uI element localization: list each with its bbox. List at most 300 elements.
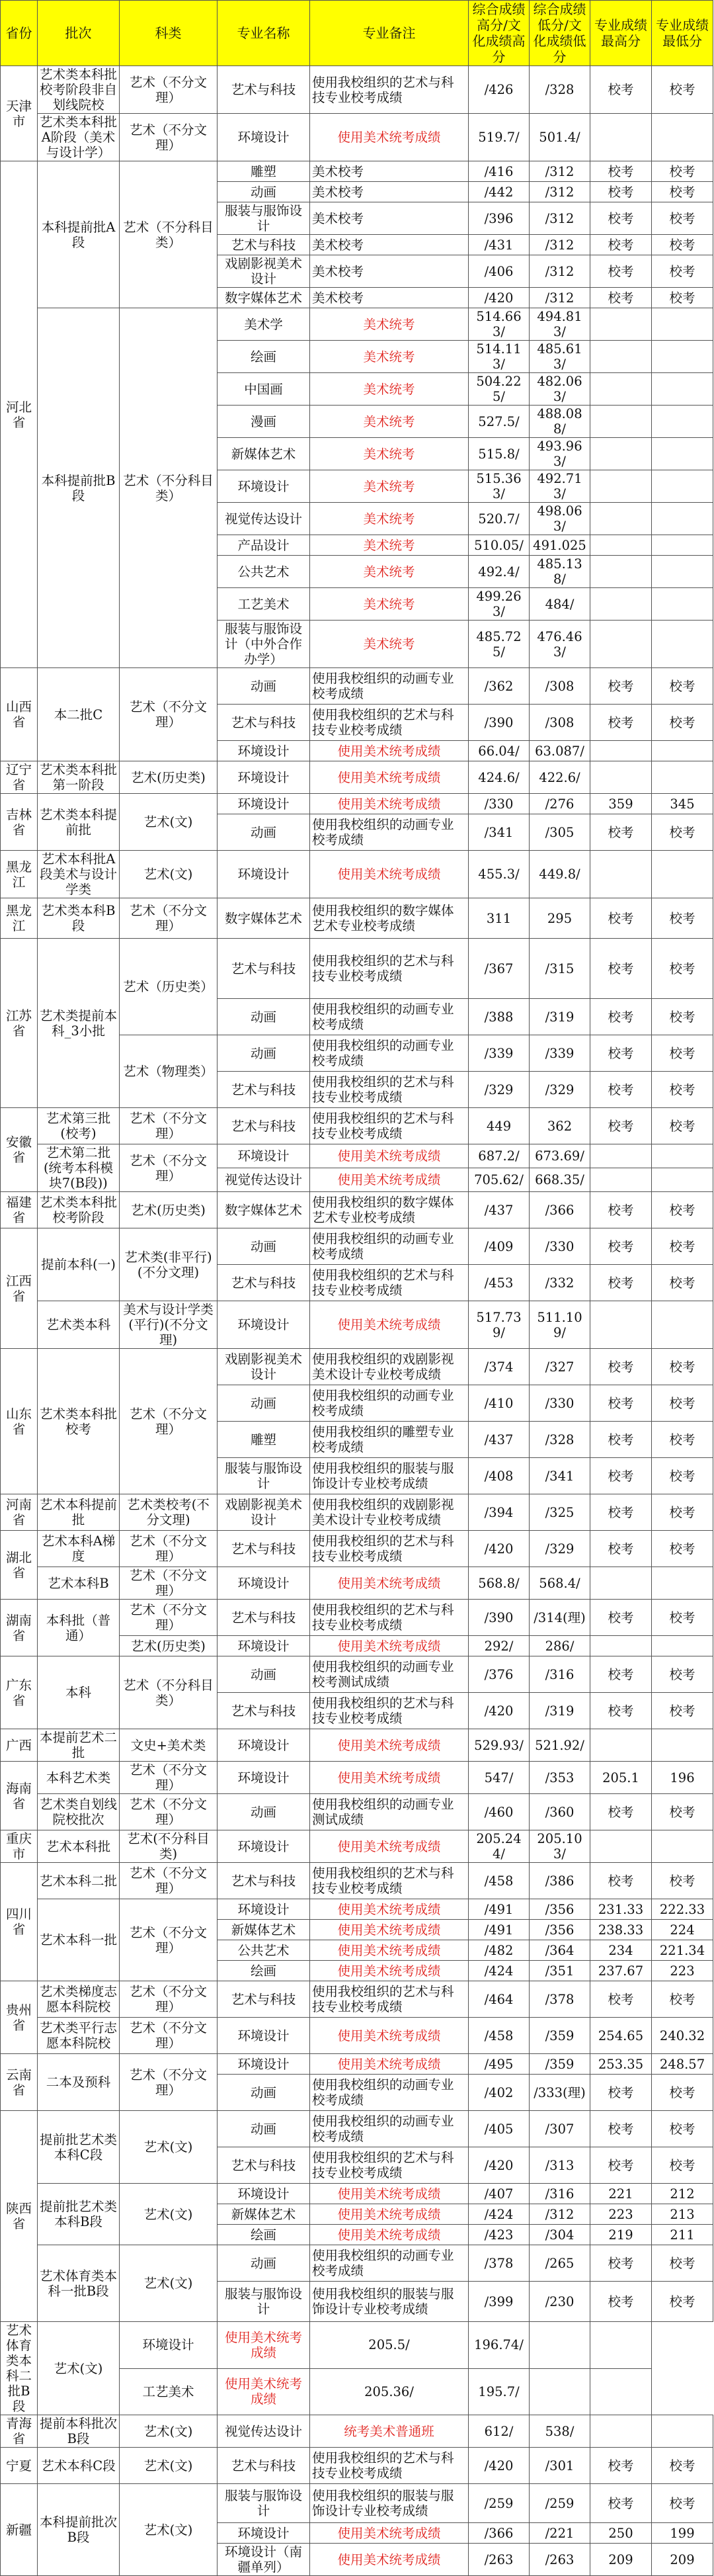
cell-high-score: 485.725/ <box>469 621 530 668</box>
cell-major-max <box>590 1301 652 1349</box>
cell-note: 使用我校组织的服装与服饰设计专业校考成绩 <box>310 2282 469 2322</box>
table-row <box>1 2448 713 2484</box>
cell-low-score: 488.088/ <box>530 406 590 438</box>
cell-major-min: 224 <box>652 1920 713 1940</box>
cell-major: 漫画 <box>218 406 310 438</box>
cell-major: 动画 <box>218 1035 310 1072</box>
cell-high-score: /460 <box>469 1794 530 1830</box>
cell-major-max: 校考 <box>590 1422 652 1458</box>
cell-major: 环境设计 <box>218 2184 310 2204</box>
cell-high-score: /402 <box>469 2075 530 2111</box>
cell-major-min: 校考 <box>652 1494 713 1531</box>
cell-batch: 艺术体育类本科二批B段 <box>1 2322 38 2415</box>
cell-batch: 艺术本科二批 <box>38 1863 120 1899</box>
cell-major: 动画 <box>218 814 310 851</box>
cell-high-score: /458 <box>469 2018 530 2054</box>
cell-batch: 本科提前批B段 <box>38 308 120 668</box>
cell-low-score: /307 <box>530 2111 590 2147</box>
cell-province: 湖北省 <box>1 1531 38 1600</box>
cell-major: 数字媒体艺术 <box>218 898 310 939</box>
cell-major-max: 237.67 <box>590 1961 652 1981</box>
cell-major: 视觉传达设计 <box>218 1168 310 1192</box>
table-row <box>1 2184 713 2204</box>
cell-low-score: /308 <box>530 668 590 705</box>
cell-high-score: 520.7/ <box>469 503 530 535</box>
cell-major-min: 校考 <box>652 2282 713 2322</box>
cell-major-max: 校考 <box>590 1494 652 1531</box>
cell-high-score: /491 <box>469 1920 530 1940</box>
cell-major: 环境设计 <box>218 2054 310 2075</box>
cell-low-score: /230 <box>530 2282 590 2322</box>
cell-note: 使用美术统考成绩 <box>310 2204 469 2225</box>
cell-note: 使用美术统考成绩 <box>310 1168 469 1192</box>
cell-major-max: 校考 <box>590 1863 652 1899</box>
cell-major-min: 校考 <box>652 668 713 705</box>
cell-batch: 本二批C <box>38 668 120 761</box>
table-row <box>1 794 713 814</box>
cell-major-max <box>590 1729 652 1762</box>
cell-high-score: 499.263/ <box>469 588 530 621</box>
cell-major-min: 校考 <box>652 2111 713 2147</box>
cell-high-score: /420 <box>469 288 530 308</box>
cell-high-score: /390 <box>469 705 530 741</box>
cell-note: 使用美术统考成绩 <box>310 1567 469 1600</box>
cell-high-score: /431 <box>469 235 530 255</box>
cell-major-max: 校考 <box>590 1458 652 1494</box>
cell-major-max: 校考 <box>590 2282 652 2322</box>
cell-major: 环境设计 <box>218 2018 310 2054</box>
table-row <box>1 2415 713 2448</box>
cell-note: 使用我校组织的动画专业校考成绩 <box>310 2245 469 2282</box>
cell-major-max: 校考 <box>590 1600 652 1636</box>
table-row <box>1 2322 713 2369</box>
cell-note: 使用美术统考成绩 <box>310 114 469 161</box>
cell-note: 使用美术统考成绩 <box>310 1961 469 1981</box>
cell-low-score: /359 <box>530 2018 590 2054</box>
cell-high-score: /367 <box>469 939 530 999</box>
cell-high-score: /388 <box>469 999 530 1035</box>
cell-note: 使用我校组织的动画专业校考成绩 <box>310 668 469 705</box>
cell-major-min <box>652 341 713 373</box>
cell-low-score: /341 <box>530 1458 590 1494</box>
cell-high-score: /329 <box>469 1072 530 1108</box>
cell-subject: 文史+美术类 <box>120 1729 218 1762</box>
cell-major-min <box>652 114 713 161</box>
cell-major: 公共艺术 <box>218 556 310 588</box>
cell-major: 环境设计 <box>218 114 310 161</box>
cell-major-max: 校考 <box>590 705 652 741</box>
cell-major-min <box>652 1830 713 1863</box>
cell-subject: 艺术（不分文理） <box>120 1762 218 1794</box>
cell-note: 美术校考 <box>310 235 469 255</box>
cell-low-score: 491.025 <box>530 535 590 556</box>
cell-low-score: /328 <box>530 66 590 114</box>
cell-low-score: 195.7/ <box>469 2368 530 2415</box>
cell-major: 产品设计 <box>218 535 310 556</box>
cell-batch: 艺术类本科批第一阶段 <box>38 761 120 794</box>
cell-major: 环境设计 <box>120 2322 218 2369</box>
cell-low-score: /312 <box>530 235 590 255</box>
cell-major: 环境设计 <box>218 1830 310 1863</box>
cell-high-score: 424.6/ <box>469 761 530 794</box>
cell-major-max <box>590 535 652 556</box>
cell-low-score: 568.4/ <box>530 1567 590 1600</box>
cell-major-max: 校考 <box>590 814 652 851</box>
cell-low-score: 484/ <box>530 588 590 621</box>
cell-subject: 艺术(文) <box>120 2245 218 2322</box>
cell-subject: 美术与设计学类(平行)(不分文理) <box>120 1301 218 1349</box>
cell-major-min: 校考 <box>652 1072 713 1108</box>
cell-major: 环境设计 <box>218 1899 310 1920</box>
cell-low-score: /351 <box>530 1961 590 1981</box>
cell-major-min: 校考 <box>652 235 713 255</box>
cell-low-score: /329 <box>530 1072 590 1108</box>
cell-high-score: /396 <box>469 202 530 235</box>
cell-major: 艺术与科技 <box>218 939 310 999</box>
cell-high-score: /424 <box>469 1961 530 1981</box>
cell-high-score: 547/ <box>469 1762 530 1794</box>
cell-province: 四川省 <box>1 1863 38 1981</box>
cell-major-min: 校考 <box>652 1422 713 1458</box>
cell-subject: 艺术(不分科目类) <box>120 1830 218 1863</box>
cell-low-score: /328 <box>530 1422 590 1458</box>
cell-major: 动画 <box>218 2245 310 2282</box>
cell-major: 动画 <box>218 2075 310 2111</box>
cell-major: 环境设计 <box>218 741 310 761</box>
cell-major-min <box>652 1168 713 1192</box>
cell-note: 使用美术统考成绩 <box>310 1899 469 1920</box>
cell-batch: 艺术本科批 <box>38 1830 120 1863</box>
cell-major-min <box>652 556 713 588</box>
cell-major-max <box>590 556 652 588</box>
cell-high-score: /406 <box>469 255 530 288</box>
cell-low-score: /356 <box>530 1899 590 1920</box>
cell-major: 环境设计 <box>218 794 310 814</box>
cell-major-max <box>590 503 652 535</box>
cell-province: 江西省 <box>1 1228 38 1349</box>
table-row <box>1 2484 713 2523</box>
cell-major: 服装与服饰设计 <box>218 1458 310 1494</box>
cell-high-score: 529.93/ <box>469 1729 530 1762</box>
cell-subject: 艺术（不分文理） <box>120 1899 218 1981</box>
cell-major: 环境设计 <box>218 1144 310 1168</box>
cell-major: 戏剧影视美术设计 <box>218 1349 310 1385</box>
cell-major-max: 238.33 <box>590 1920 652 1940</box>
cell-low-score: /312 <box>530 161 590 182</box>
cell-note: 美术统考 <box>310 438 469 470</box>
cell-major-min <box>652 308 713 341</box>
cell-note: 使用我校组织的艺术与科技专业校考成绩 <box>310 939 469 999</box>
cell-major-max <box>590 341 652 373</box>
cell-note: 使用美术统考成绩 <box>310 1940 469 1961</box>
cell-major: 工艺美术 <box>218 588 310 621</box>
cell-note: 使用我校组织的动画专业校考成绩 <box>310 999 469 1035</box>
cell-major: 环境设计 <box>218 851 310 898</box>
cell-major-min: 校考 <box>652 288 713 308</box>
col-header-subject: 科类 <box>120 1 218 66</box>
cell-batch: 二本及预科 <box>38 2054 120 2111</box>
cell-note: 使用我校组织的艺术与科技专业校考成绩 <box>310 1265 469 1301</box>
cell-note: 美术统考 <box>310 556 469 588</box>
cell-high-score: 205.244/ <box>469 1830 530 1863</box>
table-row <box>1 1567 713 1600</box>
cell-low-score: /312 <box>530 2204 590 2225</box>
cell-province: 广西 <box>1 1729 38 1762</box>
cell-note: 美术统考 <box>310 308 469 341</box>
cell-major-max: 校考 <box>590 2075 652 2111</box>
cell-high-score: /453 <box>469 1265 530 1301</box>
cell-major: 艺术与科技 <box>218 1265 310 1301</box>
cell-note: 美术统考 <box>310 621 469 668</box>
cell-subject: 艺术(文) <box>38 2322 120 2415</box>
cell-low-score: /259 <box>530 2484 590 2523</box>
cell-major-min <box>652 503 713 535</box>
cell-note: 美术统考 <box>310 406 469 438</box>
cell-subject: 艺术类(非平行)(不分文理) <box>120 1228 218 1301</box>
cell-major: 艺术与科技 <box>218 1600 310 1636</box>
cell-high-score: /410 <box>469 1385 530 1422</box>
cell-major: 视觉传达设计 <box>218 2415 310 2448</box>
cell-low-score: /319 <box>530 999 590 1035</box>
cell-batch: 提前批艺术类本科B段 <box>38 2184 120 2245</box>
cell-batch: 提前本科(一) <box>38 1228 120 1301</box>
cell-major: 环境设计 <box>218 1301 310 1349</box>
cell-major-max: 校考 <box>590 182 652 202</box>
cell-major: 新媒体艺术 <box>218 1920 310 1940</box>
cell-subject: 艺术（不分文理） <box>120 1531 218 1567</box>
cell-major-min <box>652 621 713 668</box>
table-row <box>1 2111 713 2147</box>
cell-major-max: 223 <box>590 2204 652 2225</box>
cell-low-score: /332 <box>530 1265 590 1301</box>
cell-major-max <box>590 588 652 621</box>
cell-major-max <box>590 2415 652 2448</box>
cell-major-max <box>590 470 652 503</box>
cell-low-score: /325 <box>530 1494 590 1531</box>
cell-high-score: /424 <box>469 2204 530 2225</box>
cell-low-score: /353 <box>530 1762 590 1794</box>
cell-note: 使用美术统考成绩 <box>310 2544 469 2576</box>
col-header-major: 专业名称 <box>218 1 310 66</box>
cell-subject: 艺术（历史类） <box>120 939 218 1035</box>
cell-major-min: 校考 <box>652 1458 713 1494</box>
cell-high-score: /458 <box>469 1863 530 1899</box>
cell-batch: 本科艺术类 <box>38 1762 120 1794</box>
cell-low-score: /312 <box>530 288 590 308</box>
table-row <box>1 1656 713 1693</box>
cell-high-score: /378 <box>469 2245 530 2282</box>
cell-high-score: /366 <box>469 2523 530 2544</box>
cell-major: 数字媒体艺术 <box>218 288 310 308</box>
cell-low-score: 476.463/ <box>530 621 590 668</box>
cell-batch: 艺术类提前本科_3小批 <box>38 939 120 1108</box>
cell-major: 动画 <box>218 1385 310 1422</box>
cell-major-min <box>652 535 713 556</box>
cell-batch: 艺术本科批A段美术与设计学类 <box>38 851 120 898</box>
cell-note: 使用美术统考成绩 <box>310 851 469 898</box>
cell-major-min: 校考 <box>652 2245 713 2282</box>
cell-low-score: /304 <box>530 2225 590 2245</box>
cell-low-score: /319 <box>530 1693 590 1729</box>
cell-major-min <box>652 470 713 503</box>
cell-major: 环境设计 <box>218 1567 310 1600</box>
table-row <box>1 1981 713 2018</box>
cell-province: 河北省 <box>1 161 38 668</box>
cell-province: 山东省 <box>1 1349 38 1494</box>
cell-subject: 艺术（不分文理） <box>120 1567 218 1600</box>
cell-high-score: /442 <box>469 182 530 202</box>
cell-batch: 艺术类本科批A阶段（美术与设计学） <box>38 114 120 161</box>
cell-high-score: /437 <box>469 1422 530 1458</box>
cell-low-score: /308 <box>530 705 590 741</box>
cell-low-score: /327 <box>530 1349 590 1385</box>
cell-low-score: 673.69/ <box>530 1144 590 1168</box>
cell-major-min <box>652 1567 713 1600</box>
cell-major-min <box>652 851 713 898</box>
cell-major-max <box>530 2368 590 2415</box>
cell-major-min <box>652 761 713 794</box>
cell-major-min: 209 <box>652 2544 713 2576</box>
cell-note: 美术统考 <box>310 588 469 621</box>
cell-major: 服装与服饰设计 <box>218 202 310 235</box>
cell-major-max <box>590 1830 652 1863</box>
cell-note: 使用美术统考成绩 <box>310 2054 469 2075</box>
cell-major-max: 校考 <box>590 2111 652 2147</box>
table-row <box>1 2245 713 2282</box>
cell-major: 动画 <box>218 182 310 202</box>
cell-major-max: 校考 <box>590 2245 652 2282</box>
cell-low-score: 538/ <box>530 2415 590 2448</box>
cell-low-score: 498.063/ <box>530 503 590 535</box>
cell-note: 使用美术统考成绩 <box>310 2523 469 2544</box>
cell-high-score: 449 <box>469 1108 530 1144</box>
cell-major-max <box>590 114 652 161</box>
cell-low-score: 485.138/ <box>530 556 590 588</box>
cell-subject: 艺术(文) <box>120 2111 218 2184</box>
cell-major-max <box>590 761 652 794</box>
cell-major-max <box>590 1567 652 1600</box>
cell-batch: 艺术第二批(统考本科模块7(B段)) <box>38 1144 120 1192</box>
cell-major: 公共艺术 <box>218 1940 310 1961</box>
cell-note: 使用我校组织的戏剧影视美术设计专业校考成绩 <box>310 1349 469 1385</box>
cell-low-score: /359 <box>530 2054 590 2075</box>
cell-low-score: 295 <box>530 898 590 939</box>
table-row <box>1 668 713 705</box>
cell-high-score: /495 <box>469 2054 530 2075</box>
cell-major-max: 校考 <box>590 1108 652 1144</box>
cell-major-max: 359 <box>590 794 652 814</box>
cell-major-max <box>590 438 652 470</box>
cell-low-score: /265 <box>530 2245 590 2282</box>
cell-note: 使用我校组织的艺术与科技专业校考成绩 <box>310 1863 469 1899</box>
cell-subject: 艺术类校考(不分文理) <box>120 1494 218 1531</box>
cell-major: 动画 <box>218 1794 310 1830</box>
cell-high-score: 66.04/ <box>469 741 530 761</box>
cell-batch: 艺术第三批(校考) <box>38 1108 120 1144</box>
cell-high-score: 205.36/ <box>310 2368 469 2415</box>
cell-note: 美术统考 <box>310 373 469 406</box>
table-row <box>1 1531 713 1567</box>
cell-major-min: 199 <box>652 2523 713 2544</box>
cell-major-max: 250 <box>590 2523 652 2544</box>
cell-major-max: 253.35 <box>590 2054 652 2075</box>
cell-high-score: /420 <box>469 2147 530 2184</box>
cell-batch: 艺术类本科B段 <box>38 898 120 939</box>
cell-province: 新疆 <box>1 2484 38 2576</box>
table-row <box>1 851 713 898</box>
cell-note: 使用我校组织的艺术与科技专业校考成绩 <box>310 1600 469 1636</box>
cell-major-max <box>590 1636 652 1656</box>
cell-low-score: 493.963/ <box>530 438 590 470</box>
cell-note: 美术校考 <box>310 255 469 288</box>
cell-high-score: 612/ <box>469 2415 530 2448</box>
cell-subject: 艺术（不分文理） <box>120 1144 218 1192</box>
cell-low-score: /312 <box>530 255 590 288</box>
cell-subject: 艺术(文) <box>120 2415 218 2448</box>
cell-high-score: 687.2/ <box>469 1144 530 1168</box>
cell-province: 海南省 <box>1 1762 38 1830</box>
cell-note: 美术校考 <box>310 182 469 202</box>
cell-major-min: 校考 <box>652 814 713 851</box>
table-row <box>1 1762 713 1794</box>
cell-major-max: 校考 <box>590 1656 652 1693</box>
cell-major-max: 校考 <box>590 235 652 255</box>
cell-high-score: /394 <box>469 1494 530 1531</box>
cell-major-min: 校考 <box>652 1385 713 1422</box>
cell-major: 环境设计 <box>218 761 310 794</box>
cell-major: 绘画 <box>218 1961 310 1981</box>
cell-major-max: 校考 <box>590 898 652 939</box>
cell-major-min <box>652 373 713 406</box>
cell-batch: 艺术本科提前批 <box>38 1494 120 1531</box>
cell-major: 艺术与科技 <box>218 1108 310 1144</box>
cell-high-score: 510.05/ <box>469 535 530 556</box>
cell-subject: 艺术（不分科目类） <box>120 308 218 668</box>
cell-batch: 本科提前批次B段 <box>38 2484 120 2576</box>
cell-batch: 艺术体育类本科一批B段 <box>38 2245 120 2322</box>
cell-major-max: 校考 <box>590 202 652 235</box>
cell-major-min: 校考 <box>652 1656 713 1693</box>
cell-high-score: /362 <box>469 668 530 705</box>
table-row <box>1 308 713 341</box>
cell-subject: 艺术（物理类） <box>120 1035 218 1108</box>
cell-subject: 艺术（不分文理） <box>120 2018 218 2054</box>
cell-major-min: 校考 <box>652 1228 713 1265</box>
table-row <box>1 1863 713 1899</box>
cell-note: 使用美术统考成绩 <box>310 761 469 794</box>
cell-major-max <box>530 2322 590 2369</box>
cell-major-max: 校考 <box>590 161 652 182</box>
cell-low-score: 521.92/ <box>530 1729 590 1762</box>
cell-high-score: 517.739/ <box>469 1301 530 1349</box>
cell-major-min: 213 <box>652 2204 713 2225</box>
cell-subject: 艺术（不分文理） <box>120 1794 218 1830</box>
cell-low-score: /305 <box>530 814 590 851</box>
cell-high-score: /464 <box>469 1981 530 2018</box>
table-row <box>1 1108 713 1144</box>
cell-major-max <box>590 308 652 341</box>
cell-batch: 艺术类本科批校考阶段非自划线院校 <box>38 66 120 114</box>
cell-major-min: 校考 <box>652 1794 713 1830</box>
cell-note: 使用美术统考成绩 <box>310 1729 469 1762</box>
cell-major: 工艺美术 <box>120 2368 218 2415</box>
cell-province: 安徽省 <box>1 1108 38 1192</box>
cell-major: 数字媒体艺术 <box>218 1192 310 1228</box>
cell-major: 戏剧影视美术设计 <box>218 1494 310 1531</box>
cell-major-max: 221 <box>590 2184 652 2204</box>
cell-major: 绘画 <box>218 2225 310 2245</box>
cell-major-max <box>590 621 652 668</box>
